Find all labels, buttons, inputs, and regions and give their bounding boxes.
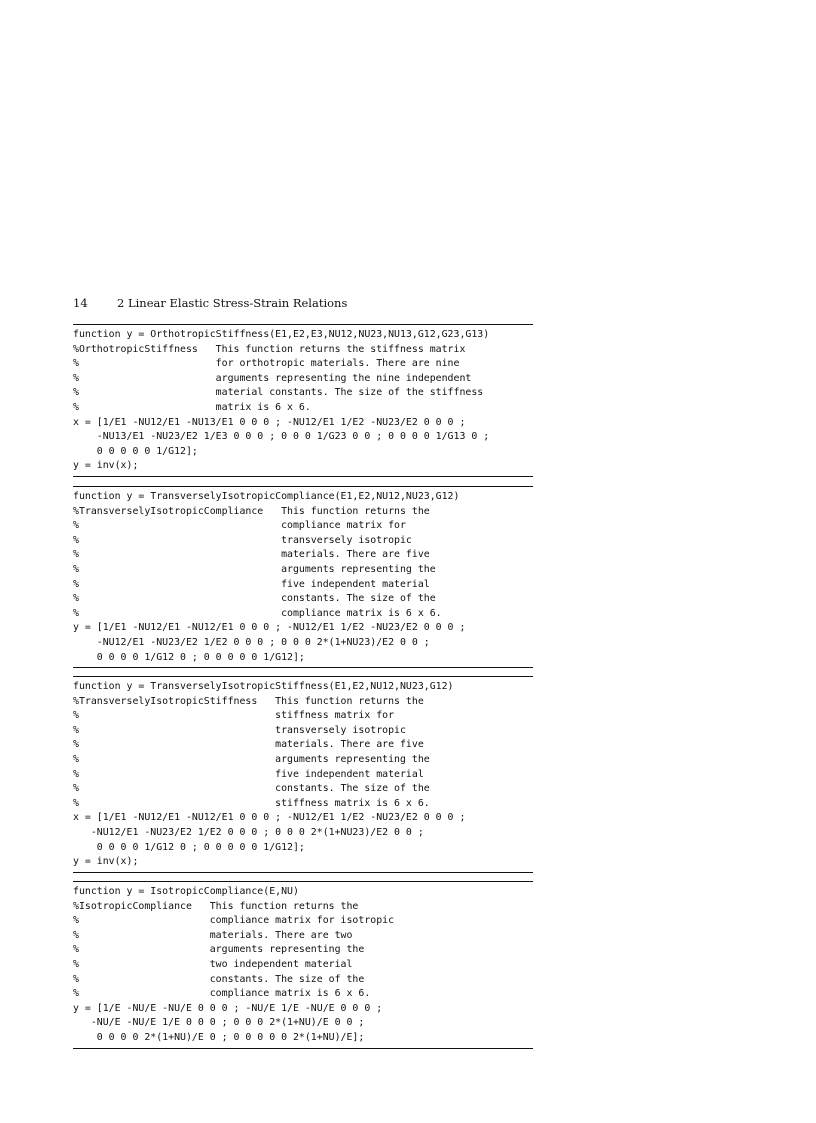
code-line: % matrix is 6 x 6. <box>73 401 311 413</box>
code-line: % constants. The size of the <box>73 593 436 605</box>
code-block <box>73 325 533 476</box>
code-line: %OrthotropicStiffness This function returns the stiffness matrix <box>73 343 466 355</box>
code-line: -NU12/E1 -NU23/E2 1/E2 0 0 0 ; 0 0 0 2*(1+NU23)/E2 0 0 ; <box>73 826 424 838</box>
listing-bottom-rule <box>73 872 533 873</box>
code-line: % stiffness matrix for <box>73 710 395 722</box>
listing-bottom-rule <box>73 1048 533 1049</box>
code-line: y = [1/E -NU/E -NU/E 0 0 0 ; -NU/E 1/E -NU/E 0 0 0 ; <box>73 1002 383 1014</box>
listing-bottom-rule <box>73 476 533 477</box>
code-line: % two independent material <box>73 958 353 970</box>
code-block <box>73 487 533 667</box>
code-line: function y = TransverselyIsotropicCompliance(E1,E2,NU12,NU23,G12) <box>73 491 460 502</box>
listing-bottom-rule <box>73 667 533 668</box>
code-line: % compliance matrix for <box>73 520 406 532</box>
code-line: x = [1/E1 -NU12/E1 -NU12/E1 0 0 0 ; -NU12/E1 1/E2 -NU23/E2 0 0 0 ; <box>73 812 466 824</box>
chapter-title: 2 Linear Elastic Stress-Strain Relations <box>117 296 348 310</box>
code-line: % transversely isotropic <box>73 534 412 546</box>
page-number: 14 <box>73 296 88 310</box>
code-line: function y = TransverselyIsotropicStiffness(E1,E2,NU12,NU23,G12) <box>73 681 454 692</box>
code-line: y = inv(x); <box>73 856 139 868</box>
code-line: % arguments representing the <box>73 944 365 956</box>
code-line: % constants. The size of the <box>73 973 365 985</box>
code-line: 0 0 0 0 0 1/G12]; <box>73 445 198 457</box>
code-line: -NU12/E1 -NU23/E2 1/E2 0 0 0 ; 0 0 0 2*(1+NU23)/E2 0 0 ; <box>73 636 430 648</box>
code-block <box>73 677 533 872</box>
code-line: % five independent material <box>73 578 430 590</box>
code-listing-transversely-isotropic-stiffness <box>73 676 533 873</box>
code-line: % arguments representing the <box>73 753 430 765</box>
code-line: -NU/E -NU/E 1/E 0 0 0 ; 0 0 0 2*(1+NU)/E 0 0 ; <box>73 1017 365 1029</box>
code-line: % arguments representing the <box>73 563 436 575</box>
code-line: % compliance matrix is 6 x 6. <box>73 607 442 619</box>
code-line: y = [1/E1 -NU12/E1 -NU12/E1 0 0 0 ; -NU12/E1 1/E2 -NU23/E2 0 0 0 ; <box>73 622 466 634</box>
code-line: %TransverselyIsotropicStiffness This function returns the <box>73 695 424 707</box>
code-line: % materials. There are five <box>73 739 424 751</box>
code-line: % materials. There are five <box>73 549 430 561</box>
code-line: % constants. The size of the <box>73 783 430 795</box>
code-line: 0 0 0 0 1/G12 0 ; 0 0 0 0 0 1/G12]; <box>73 651 305 663</box>
code-line: function y = OrthotropicStiffness(E1,E2,E3,NU12,NU23,NU13,G12,G23,G13) <box>73 329 490 340</box>
code-line: % compliance matrix for isotropic <box>73 915 395 927</box>
code-line: % transversely isotropic <box>73 724 406 736</box>
code-line: x = [1/E1 -NU12/E1 -NU13/E1 0 0 0 ; -NU12/E1 1/E2 -NU23/E2 0 0 0 ; <box>73 416 466 428</box>
code-line: 0 0 0 0 1/G12 0 ; 0 0 0 0 0 1/G12]; <box>73 841 305 853</box>
code-listing-orthotropic-stiffness <box>73 324 533 477</box>
code-line: % stiffness matrix is 6 x 6. <box>73 797 430 809</box>
running-header <box>73 296 533 314</box>
code-line: y = inv(x); <box>73 460 139 472</box>
code-line: 0 0 0 0 2*(1+NU)/E 0 ; 0 0 0 0 0 2*(1+NU)/E]; <box>73 1031 365 1043</box>
code-line: % material constants. The size of the stiffness <box>73 387 484 399</box>
code-line: %IsotropicCompliance This function returns the <box>73 900 359 912</box>
code-line: % materials. There are two <box>73 929 353 941</box>
code-listing-transversely-isotropic-compliance <box>73 486 533 668</box>
code-listing-isotropic-compliance <box>73 881 533 1049</box>
code-line: function y = IsotropicCompliance(E,NU) <box>73 886 299 897</box>
code-block <box>73 882 533 1048</box>
code-line: % arguments representing the nine independent <box>73 372 472 384</box>
code-line: % five independent material <box>73 768 424 780</box>
code-line: % compliance matrix is 6 x 6. <box>73 988 371 1000</box>
code-line: %TransverselyIsotropicCompliance This function returns the <box>73 505 430 517</box>
code-line: -NU13/E1 -NU23/E2 1/E3 0 0 0 ; 0 0 0 1/G23 0 0 ; 0 0 0 0 1/G13 0 ; <box>73 431 490 443</box>
code-line: % for orthotropic materials. There are nine <box>73 358 460 370</box>
